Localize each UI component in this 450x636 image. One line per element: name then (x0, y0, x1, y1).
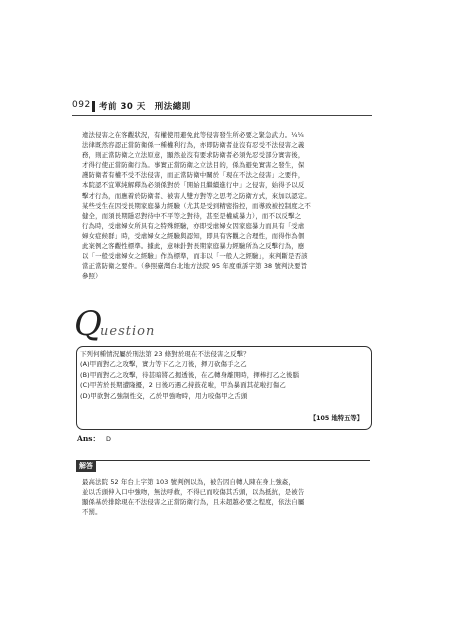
question-logo-word: uestion (100, 324, 156, 339)
text-line: 本院認不宜單純解釋為必須係對於「開始且繼續進行中」之侵害，始得予以反 (82, 181, 305, 190)
answer-value: D (106, 435, 111, 443)
question-logo-letter: Q (74, 304, 102, 344)
analysis-divider (76, 460, 370, 461)
text-line: 護防衛者有權不受不法侵害，而正當防衛中關於「現在不法之侵害」之要件， (82, 171, 305, 180)
text-line: 顯係基於排除現在不法侵害之正當防衛行為，且未超越必要之程度，依法自屬 (82, 498, 305, 507)
answer-label: Ans： (77, 434, 100, 443)
running-title: 考前 30 天 刑法總則 (99, 102, 191, 112)
question-content (80, 349, 368, 401)
option-b: (B)甲面對乙之攻擊，待甚暗將乙揭透後，在乙轉身離開時，揮棒打乙之後腦 (80, 370, 300, 379)
text-line: 健全，而須長期隱忍對待中不平等之對待，甚至是權威暴力），而不以反擊之 (82, 211, 302, 220)
header-marker (92, 101, 95, 112)
text-line: 並以舌頭伸入口中強吻，無法呼救，不得已而咬傷其舌頭，以為抵抗，是被告 (82, 488, 305, 497)
text-line: 行為時，受虐婦女所具有之特殊經驗，亦即受虐婦女因家庭暴力而具有「受虐 (82, 221, 305, 230)
text-line: 才得行使正當防衛行為。事實正當防衛之立法目的，係為避免實害之發生，保 (82, 161, 305, 170)
text-line: 當正當防衛之要件。（參照臺灣台北地方法院 95 年度重訴字第 38 號判決要旨 (82, 262, 308, 271)
text-line: 婦女症候群」時，受虐婦女之經驗與認知，即具有客觀之合理性，而得作為個 (82, 231, 305, 240)
answer-line (77, 433, 111, 444)
analysis-paragraph (82, 477, 369, 517)
main-paragraph (82, 130, 369, 281)
text-line: 擊才行為，而應着於防衛者、被害人雙方對等之思考之防衛方式，來加以認定。 (82, 191, 311, 200)
option-a: (A)甲面對乙之攻擊，實力等下乙之刀後，揮刀砍傷手之乙 (80, 360, 247, 369)
text-line: 最高法院 52 年台上字第 103 號判例以為，被告因自轉人陳在身上強姦， (82, 478, 295, 486)
text-line: 某些受生在因受長期家庭暴力經驗（尤其是受到精密指控，而導致被控制度之不 (82, 201, 311, 210)
text-line: 以「一般受虐婦女之經驗」作為標準，而非以「一般人之經驗」，來判斷是否該 (82, 252, 308, 261)
text-line: 務，則正當防衛之立法原意，顯然並沒有要求防衛者必須先忍受部分實害後， (82, 151, 305, 160)
page-number: 092 (72, 100, 91, 110)
option-c: (C)甲苦於長期遭隆擾，2 日後巧遇乙持鼓花啦，甲為暴面其花啦打傷乙 (80, 381, 286, 390)
text-line: 法律既然容認正當防衛係一種權利行為，亦即防衛者並沒有忍受不法侵害之義 (82, 141, 305, 150)
text-line: 參照） (82, 272, 102, 281)
option-d: (D)甲欲對乙強制性交，乙於甲強吻時，用力咬傷甲之舌頭 (80, 391, 248, 400)
exam-source: 【105 地特五等】 (309, 415, 363, 422)
text-line: 違法侵害之在客觀狀況，有權使用避免此等侵害發生所必要之緊急武力。¼¼ (82, 131, 304, 139)
header-divider (72, 115, 372, 116)
text-line: 不罰。 (82, 508, 102, 517)
analysis-label: 解答 (76, 461, 96, 472)
text-line: 此案例之客觀性標準。據此，意味針對長期家庭暴力經驗所為之反擊行為，應 (82, 242, 305, 251)
page-header (72, 99, 372, 115)
question-stem: 下列何種情況屬於刑法第 23 條對於現在不法侵害之反擊？ (80, 350, 250, 358)
question-logo (74, 304, 214, 345)
